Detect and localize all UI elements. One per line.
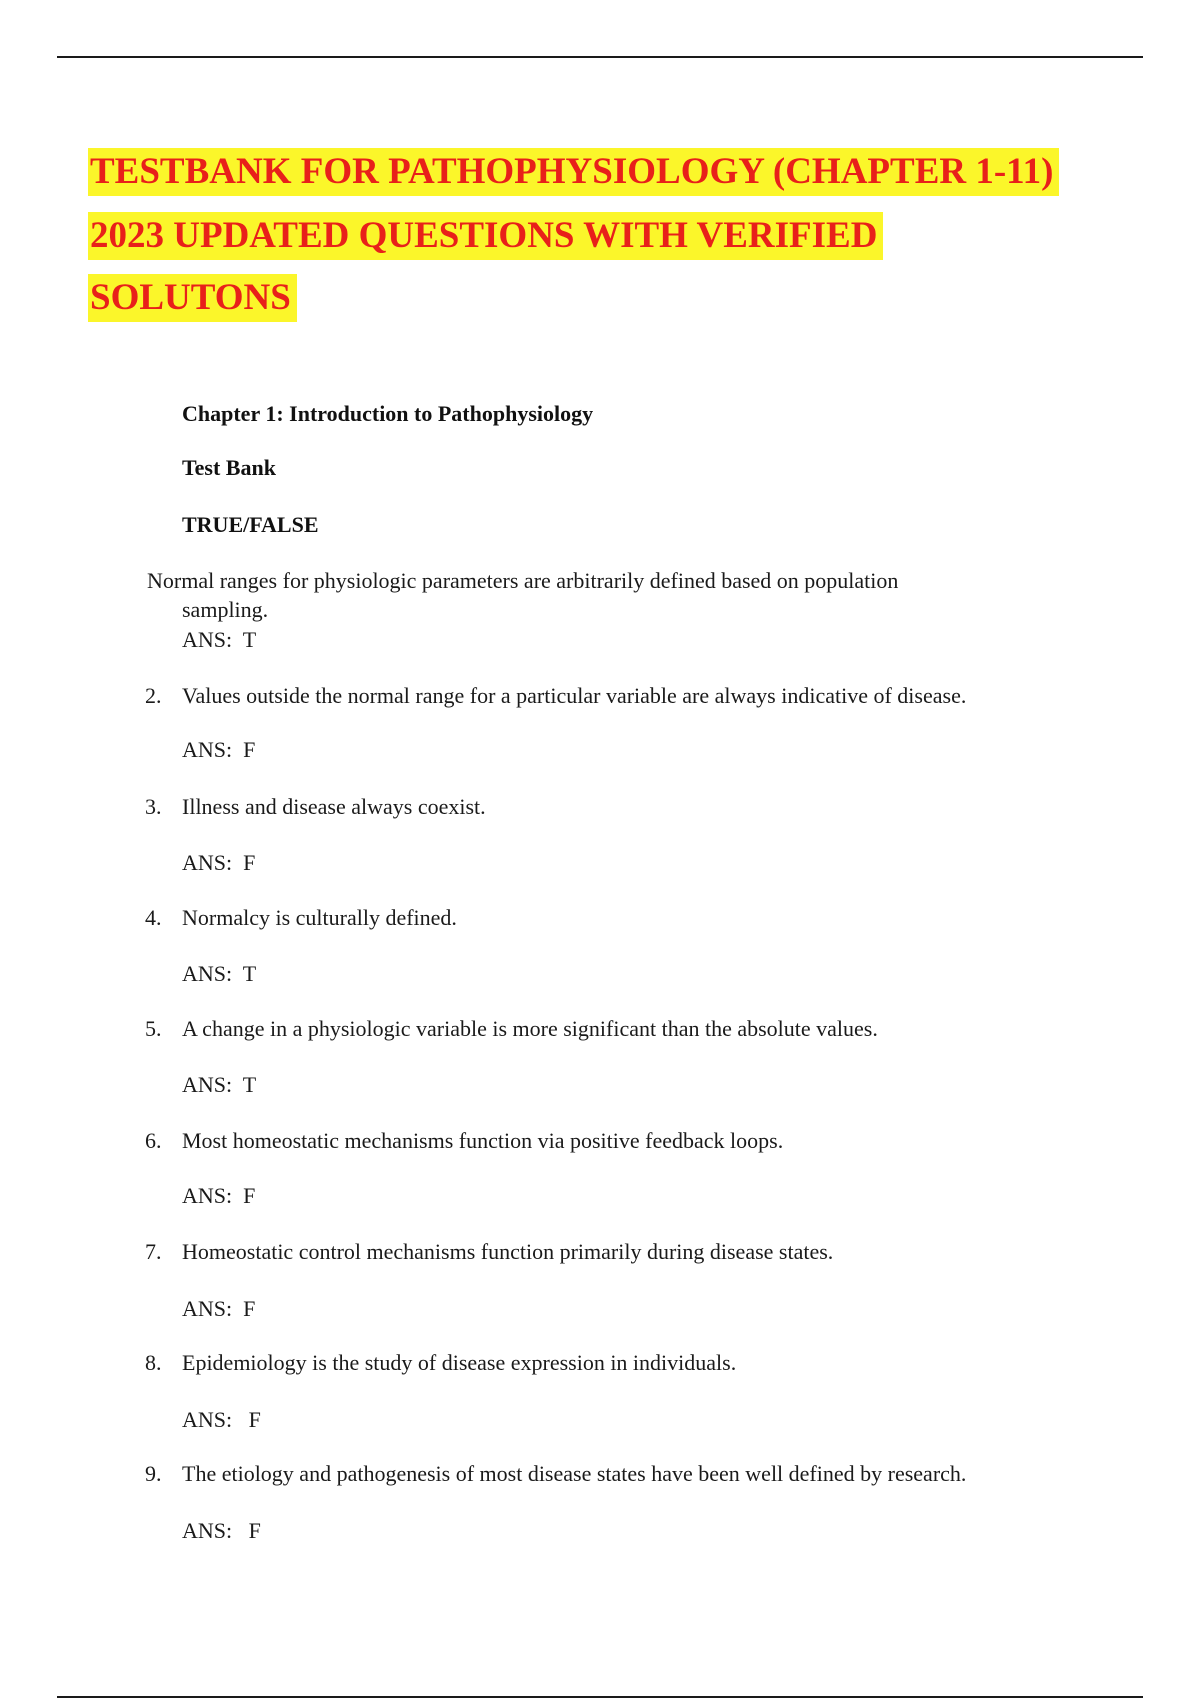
question-type-heading: TRUE/FALSE [182,512,319,537]
question-3-answer: ANS: F [182,850,256,875]
section-heading: Test Bank [182,455,276,480]
question-5-text: A change in a physiologic variable is more significant than the absolute values. [182,1016,878,1041]
question-4-number: 4. [145,905,162,930]
question-1-answer: ANS: T [182,627,257,652]
question-5-answer: ANS: T [182,1072,257,1097]
question-6-number: 6. [145,1128,162,1153]
question-7-answer: ANS: F [182,1296,256,1321]
document-title-line-3: SOLUTONS [88,274,297,322]
question-8-number: 8. [145,1350,162,1375]
question-9-text: The etiology and pathogenesis of most disease states have been well defined by research. [182,1461,967,1486]
bottom-rule [57,1696,1143,1698]
question-9-number: 9. [145,1461,162,1486]
question-1-text-line-2: sampling. [182,597,269,622]
chapter-heading: Chapter 1: Introduction to Pathophysiology [182,401,594,426]
question-5-number: 5. [145,1016,162,1041]
question-7-number: 7. [145,1239,162,1264]
document-title-line-2: 2023 UPDATED QUESTIONS WITH VERIFIED [88,212,883,260]
question-8-text: Epidemiology is the study of disease expression in individuals. [182,1350,737,1375]
question-4-text: Normalcy is culturally defined. [182,905,457,930]
question-6-text: Most homeostatic mechanisms function via positive feedback loops. [182,1128,784,1153]
document-title-line-1: TESTBANK FOR PATHOPHYSIOLOGY (CHAPTER 1-11) [88,148,1059,196]
top-rule [57,56,1143,58]
question-7-text: Homeostatic control mechanisms function primarily during disease states. [182,1239,834,1264]
question-9-answer: ANS: F [182,1518,261,1543]
question-2-number: 2. [145,683,162,708]
question-2-text: Values outside the normal range for a particular variable are always indicative of disease. [182,683,967,708]
question-3-text: Illness and disease always coexist. [182,794,486,819]
question-6-answer: ANS: F [182,1183,256,1208]
question-8-answer: ANS: F [182,1407,261,1432]
question-4-answer: ANS: T [182,961,257,986]
question-1-text-line-1: Normal ranges for physiologic parameters are arbitrarily defined based on population [147,568,899,593]
question-2-answer: ANS: F [182,737,256,762]
question-3-number: 3. [145,794,162,819]
